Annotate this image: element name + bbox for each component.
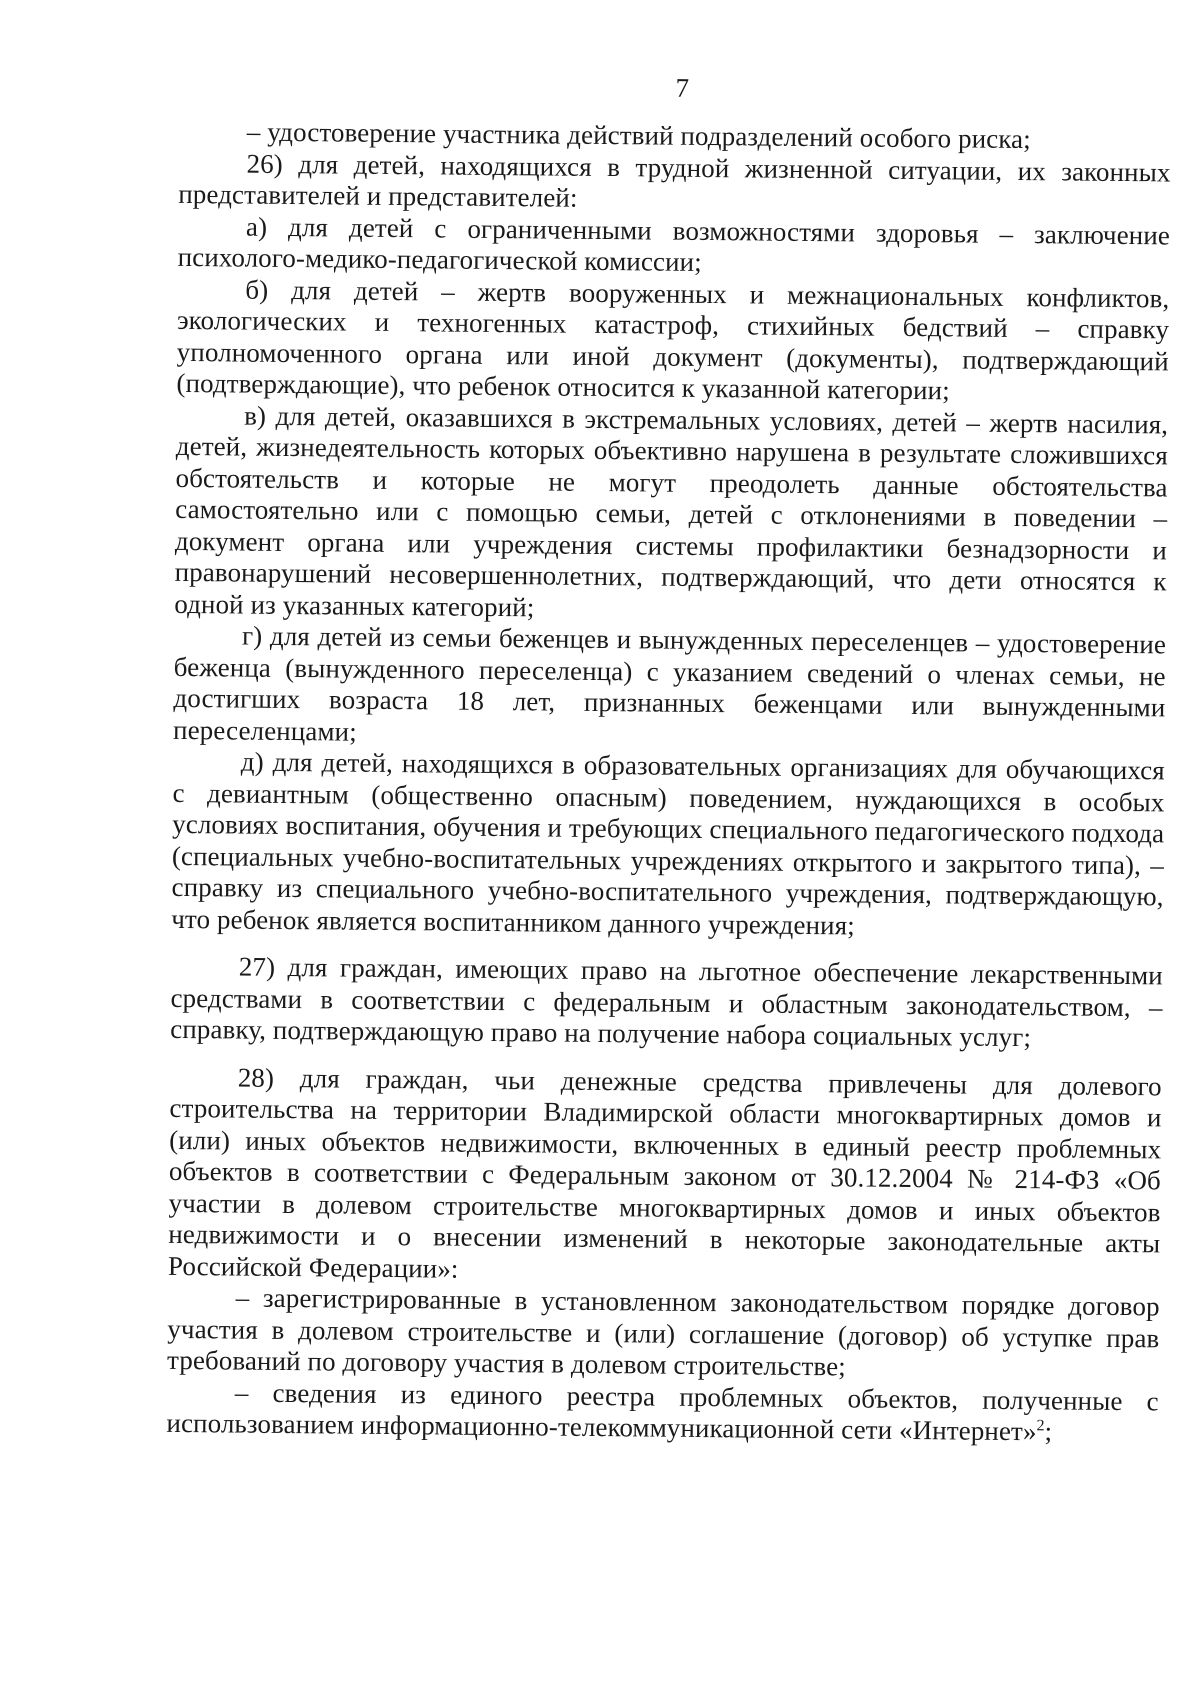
paragraph-item-26: 26) для детей, находящихся в трудной жизненной ситуации, их законных представителей и представителей:	[178, 148, 1171, 213]
paragraph-item-28-registry	[166, 1376, 1159, 1449]
page-number: 7	[675, 72, 690, 103]
paragraph-item-28-contract: – зарегистрированные в установленном законодательством порядке договор участия в долевом строительстве и (или) соглашение (договор) об уступке прав требований по договору участия в долевом строительстве;	[166, 1282, 1160, 1382]
paragraph-item-26-b: б) для детей – жертв вооруженных и межнациональных конфликтов, экологических и техногенных катастроф, стихийных бедствий – справку уполномоченного органа или иной документ (документы), подтверждающий (подтверждающие), что ребенок относится к указанной категории;	[176, 274, 1170, 406]
paragraph-item-28: 28) для граждан, чьи денежные средства привлечены для долевого строительства на территории Владимирской области многоквартирных домов и (или) иных объектов недвижимости, включенных в единый реестр проблемных объектов в соответствии с Федеральным законом от 30.12.2004 № 214-ФЗ «Об участии в долевом строительстве многоквартирных домов и иных объектов недвижимости и о внесении изменений в некоторые законодательные акты Российской Федерации»:	[167, 1062, 1162, 1284]
paragraph-certificate-risk-units: – удостоверение участника действий подразделений особого риска;	[246, 116, 1031, 155]
paragraph-item-27: 27) для граждан, имеющих право на льготное обеспечение лекарственными средствами в соответствии с федеральным и областным законодательством, – справку, подтверждающую право на получение набора социальных услуг;	[170, 951, 1163, 1053]
paragraph-item-26-d: д) для детей, находящихся в образовательных организациях для обучающихся с девиантным (общественно опасным) поведением, нуждающихся в особых условиях воспитания, обучения и требующих специального педагогического подхода (специальных учебно-воспитательных учреждениях открытого и закрытого типа), – справку из специального учебно-воспитательного учреждения, подтверждающую, что ребенок является воспитанником данного учреждения;	[171, 746, 1165, 940]
paragraph-item-28-registry-end: ;	[1044, 1416, 1053, 1447]
paragraph-item-26-g: г) для детей из семьи беженцев и вынужденных переселенцев – удостоверение беженца (вынужденного переселенца) с указанием сведений о членах семьи, не достигших возраста 18 лет, признанных беженцами или вынужденными переселенцами;	[172, 620, 1167, 747]
paragraph-item-26-v: в) для детей, оказавшихся в экстремальных условиях, детей – жертв насилия, детей, жизнедеятельность которых объективно нарушена в результате сложившихся обстоятельств и которые не могут преодолеть данные обстоятельства самостоятельно или с помощью семьи, детей с отклонениями в поведении – документ органа или учреждения системы профилактики безнадзорности и правонарушений несовершеннолетних, подтверждающий, что дети относятся к одной из указанных категорий;	[174, 400, 1169, 622]
paragraph-item-26-a: а) для детей с ограниченными возможностями здоровья – заключение психолого-медико-педагогической комиссии;	[177, 211, 1171, 277]
document-body	[166, 116, 1171, 1449]
paragraph-item-28-registry-text: – сведения из единого реестра проблемных объектов, полученные с использованием информационно-телекоммуникационной сети «Интернет»	[166, 1377, 1159, 1447]
footnote-marker: 2	[1036, 1417, 1045, 1435]
